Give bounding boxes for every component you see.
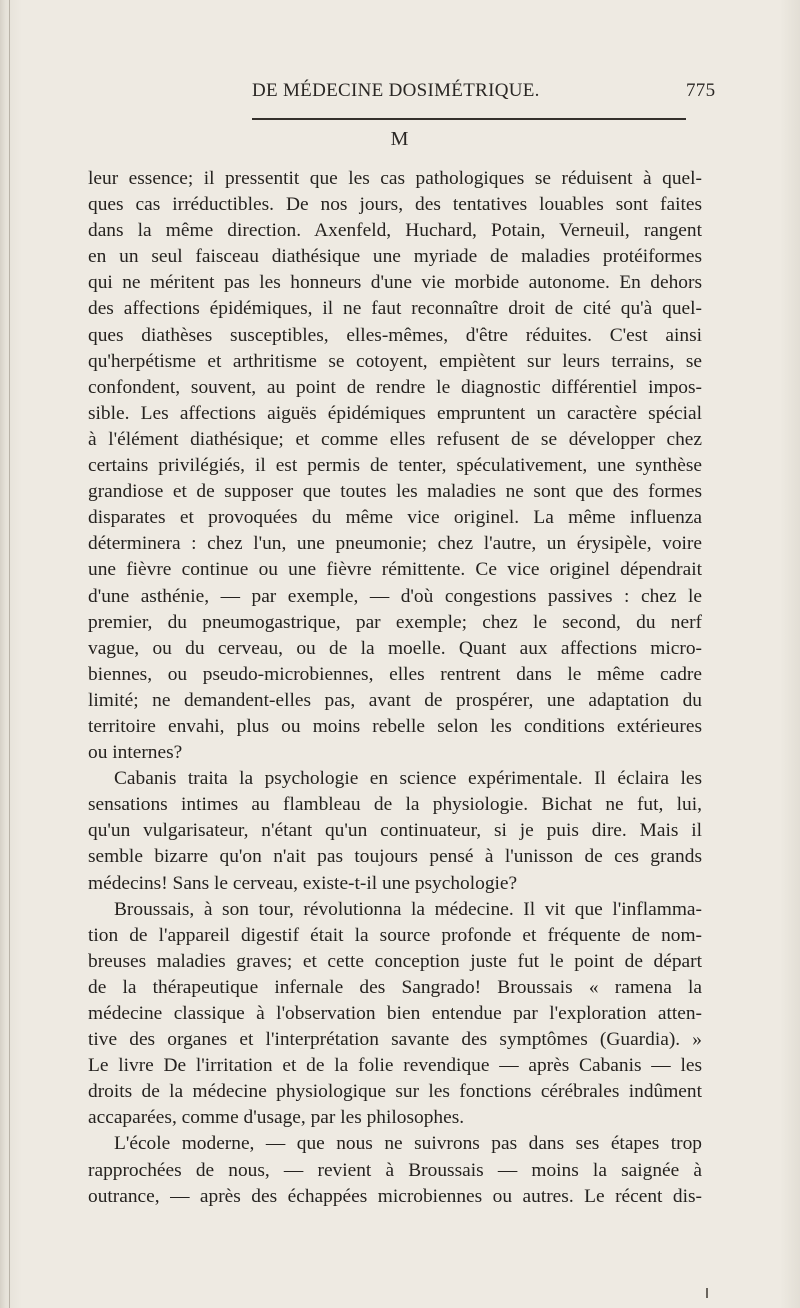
text-line: ques cas irréductibles. De nos jours, des tentatives louables sont faites xyxy=(88,194,702,216)
text-line: breuses maladies graves; et cette conception juste fut le point de départ xyxy=(88,950,702,972)
text-line: certains privilégiés, il est permis de tenter, spéculativement, une synthèse xyxy=(88,455,702,477)
text-line: biennes, ou pseudo-microbiennes, elles rentrent dans le même cadre xyxy=(88,663,702,685)
text-line: une fièvre continue ou une fièvre rémittente. Ce vice originel dépendrait xyxy=(88,559,702,581)
text-line: sensations intimes au flambleau de la physiologie. Bichat ne fut, lui, xyxy=(88,794,702,816)
text-line: qu'un vulgarisateur, n'étant qu'un continuateur, si je puis dire. Mais il xyxy=(88,820,702,842)
text-line: Le livre De l'irritation et de la folie revendique — après Cabanis — les xyxy=(88,1055,702,1077)
text-line: qui ne méritent pas les honneurs d'une vie morbide autonome. En dehors xyxy=(88,272,702,294)
text-line: vague, ou du cerveau, ou de la moelle. Quant aux affections micro- xyxy=(88,637,702,659)
text-line: déterminera : chez l'un, une pneumonie; chez l'autre, un érysipèle, voire xyxy=(88,533,702,555)
text-line: sible. Les affections aiguës épidémiques empruntent un caractère spécial xyxy=(88,402,702,424)
text-line: tive des organes et l'interprétation savante des symptômes (Guardia). » xyxy=(88,1029,702,1051)
text-line: outrance, — après des échappées microbiennes ou autres. Le récent dis- xyxy=(88,1185,702,1207)
text-line: droits de la médecine physiologique sur les fonctions cérébrales indûment xyxy=(88,1081,702,1103)
text-line: premier, du pneumogastrique, par exemple; chez le second, du nerf xyxy=(88,611,702,633)
text-line: L'école moderne, — que nous ne suivrons pas dans ses étapes trop xyxy=(114,1133,702,1155)
running-title: DE MÉDECINE DOSIMÉTRIQUE. xyxy=(252,80,540,101)
text-line: Cabanis traita la psychologie en science expérimentale. Il éclaira les xyxy=(114,768,702,790)
text-line: rapprochées de nous, — revient à Broussais — moins la saignée à xyxy=(88,1159,702,1181)
text-line: disparates et provoquées du même vice originel. La même influenza xyxy=(88,507,702,529)
text-line: confondent, souvent, au point de rendre le diagnostic différentiel impos- xyxy=(88,376,702,398)
text-line: à l'élément diathésique; et comme elles refusent de se développer chez xyxy=(88,428,702,450)
text-line: en un seul faisceau diathésique une myriade de maladies protéiformes xyxy=(88,246,702,268)
text-line: d'une asthénie, — par exemple, — d'où congestions passives : chez le xyxy=(88,585,702,607)
page-gutter-edge xyxy=(9,0,10,1308)
text-line: leur essence; il pressentit que les cas pathologiques se réduisent à quel- xyxy=(88,168,702,189)
text-line: médecine classique à l'observation bien entendue par l'exploration atten- xyxy=(88,1003,702,1024)
text-line: des affections épidémiques, il ne faut reconnaître droit de cité qu'à quel- xyxy=(88,298,702,320)
text-line: accaparées, comme d'usage, par les philosophes. xyxy=(88,1107,465,1129)
header-rule xyxy=(252,118,686,120)
body-text xyxy=(88,166,702,1210)
text-line: tion de l'appareil digestif était la source profonde et fréquente de nom- xyxy=(88,924,702,946)
text-line: ou internes? xyxy=(88,742,183,764)
text-line: territoire envahi, plus ou moins rebelle selon les conditions extérieures xyxy=(88,715,702,737)
text-line: médecins! Sans le cerveau, existe-t-il une psychologie? xyxy=(88,872,518,894)
text-line: ques diathèses susceptibles, elles-mêmes, d'être réduites. C'est ainsi xyxy=(88,324,702,346)
text-line: semble bizarre qu'on n'ait pas toujours pensé à l'unisson de ces grands xyxy=(88,846,702,868)
page-mark xyxy=(706,1288,708,1298)
page-number: 775 xyxy=(686,80,716,101)
text-line: Broussais, à son tour, révolutionna la médecine. Il vit que l'inflamma- xyxy=(114,898,702,920)
text-line: dans la même direction. Axenfeld, Huchard, Potain, Verneuil, rangent xyxy=(88,220,702,242)
section-letter: M xyxy=(390,128,410,150)
text-line: limité; ne demandent-elles pas, avant de prospérer, une adaptation du xyxy=(88,689,702,711)
text-line: grandiose et de supposer que toutes les maladies ne sont que des formes xyxy=(88,481,702,503)
text-line: de la thérapeutique infernale des Sangrado! Broussais « ramena la xyxy=(88,976,702,998)
text-line: qu'herpétisme et arthritisme se cotoyent, empiètent sur leurs terrains, se xyxy=(88,350,702,372)
